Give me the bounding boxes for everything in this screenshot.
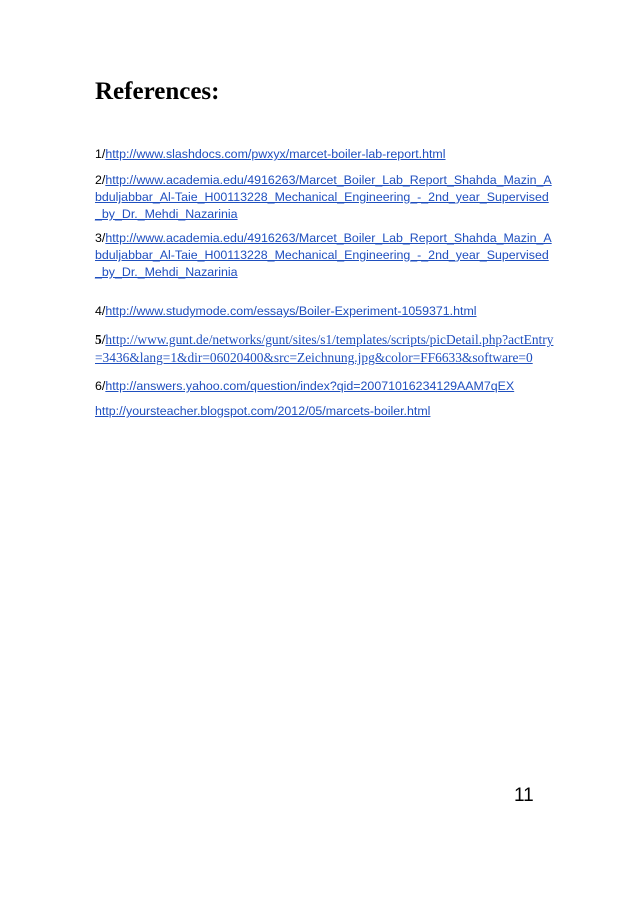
page-title: References: [95,78,220,105]
reference-item-4 [95,303,555,320]
reference-link-1[interactable]: http://www.slashdocs.com/pwxyx/marcet-boiler-lab-report.html [105,147,446,161]
reference-link-7[interactable]: http://yoursteacher.blogspot.com/2012/05/marcets-boiler.html [95,404,431,418]
reference-list [95,146,555,420]
reference-link-2[interactable]: http://www.academia.edu/4916263/Marcet_Boiler_Lab_Report_Shahda_Mazin_Abduljabbar_Al-Taie_H00113228_Mechanical_Engineering_-_2nd_year_Supervised_by_Dr._Mehdi_Nazarinia [95,173,552,221]
reference-number: 4/ [95,304,106,318]
reference-number: 5/ [95,332,106,347]
reference-item-1 [95,146,555,163]
reference-link-6[interactable]: http://answers.yahoo.com/question/index?qid=20071016234129AAM7qEX [105,379,515,393]
reference-number: 6/ [95,379,106,393]
reference-item-2 [95,172,555,223]
reference-item-5 [95,331,555,367]
reference-number: 3/ [95,231,106,245]
reference-link-5[interactable]: http://www.gunt.de/networks/gunt/sites/s1/templates/scripts/picDetail.php?actEntry=3436&lang=1&dir=06020400&src=Zeichnung.jpg&color=FF6633&software=0 [95,332,554,365]
reference-item-3 [95,230,555,281]
reference-number: 1/ [95,147,106,161]
reference-link-4[interactable]: http://www.studymode.com/essays/Boiler-Experiment-1059371.html [105,304,477,318]
reference-number: 2/ [95,173,106,187]
reference-item-7 [95,403,555,420]
reference-item-6 [95,378,555,395]
page-number: 11 [514,785,534,806]
reference-link-3[interactable]: http://www.academia.edu/4916263/Marcet_Boiler_Lab_Report_Shahda_Mazin_Abduljabbar_Al-Taie_H00113228_Mechanical_Engineering_-_2nd_year_Supervised_by_Dr._Mehdi_Nazarinia [95,231,552,279]
